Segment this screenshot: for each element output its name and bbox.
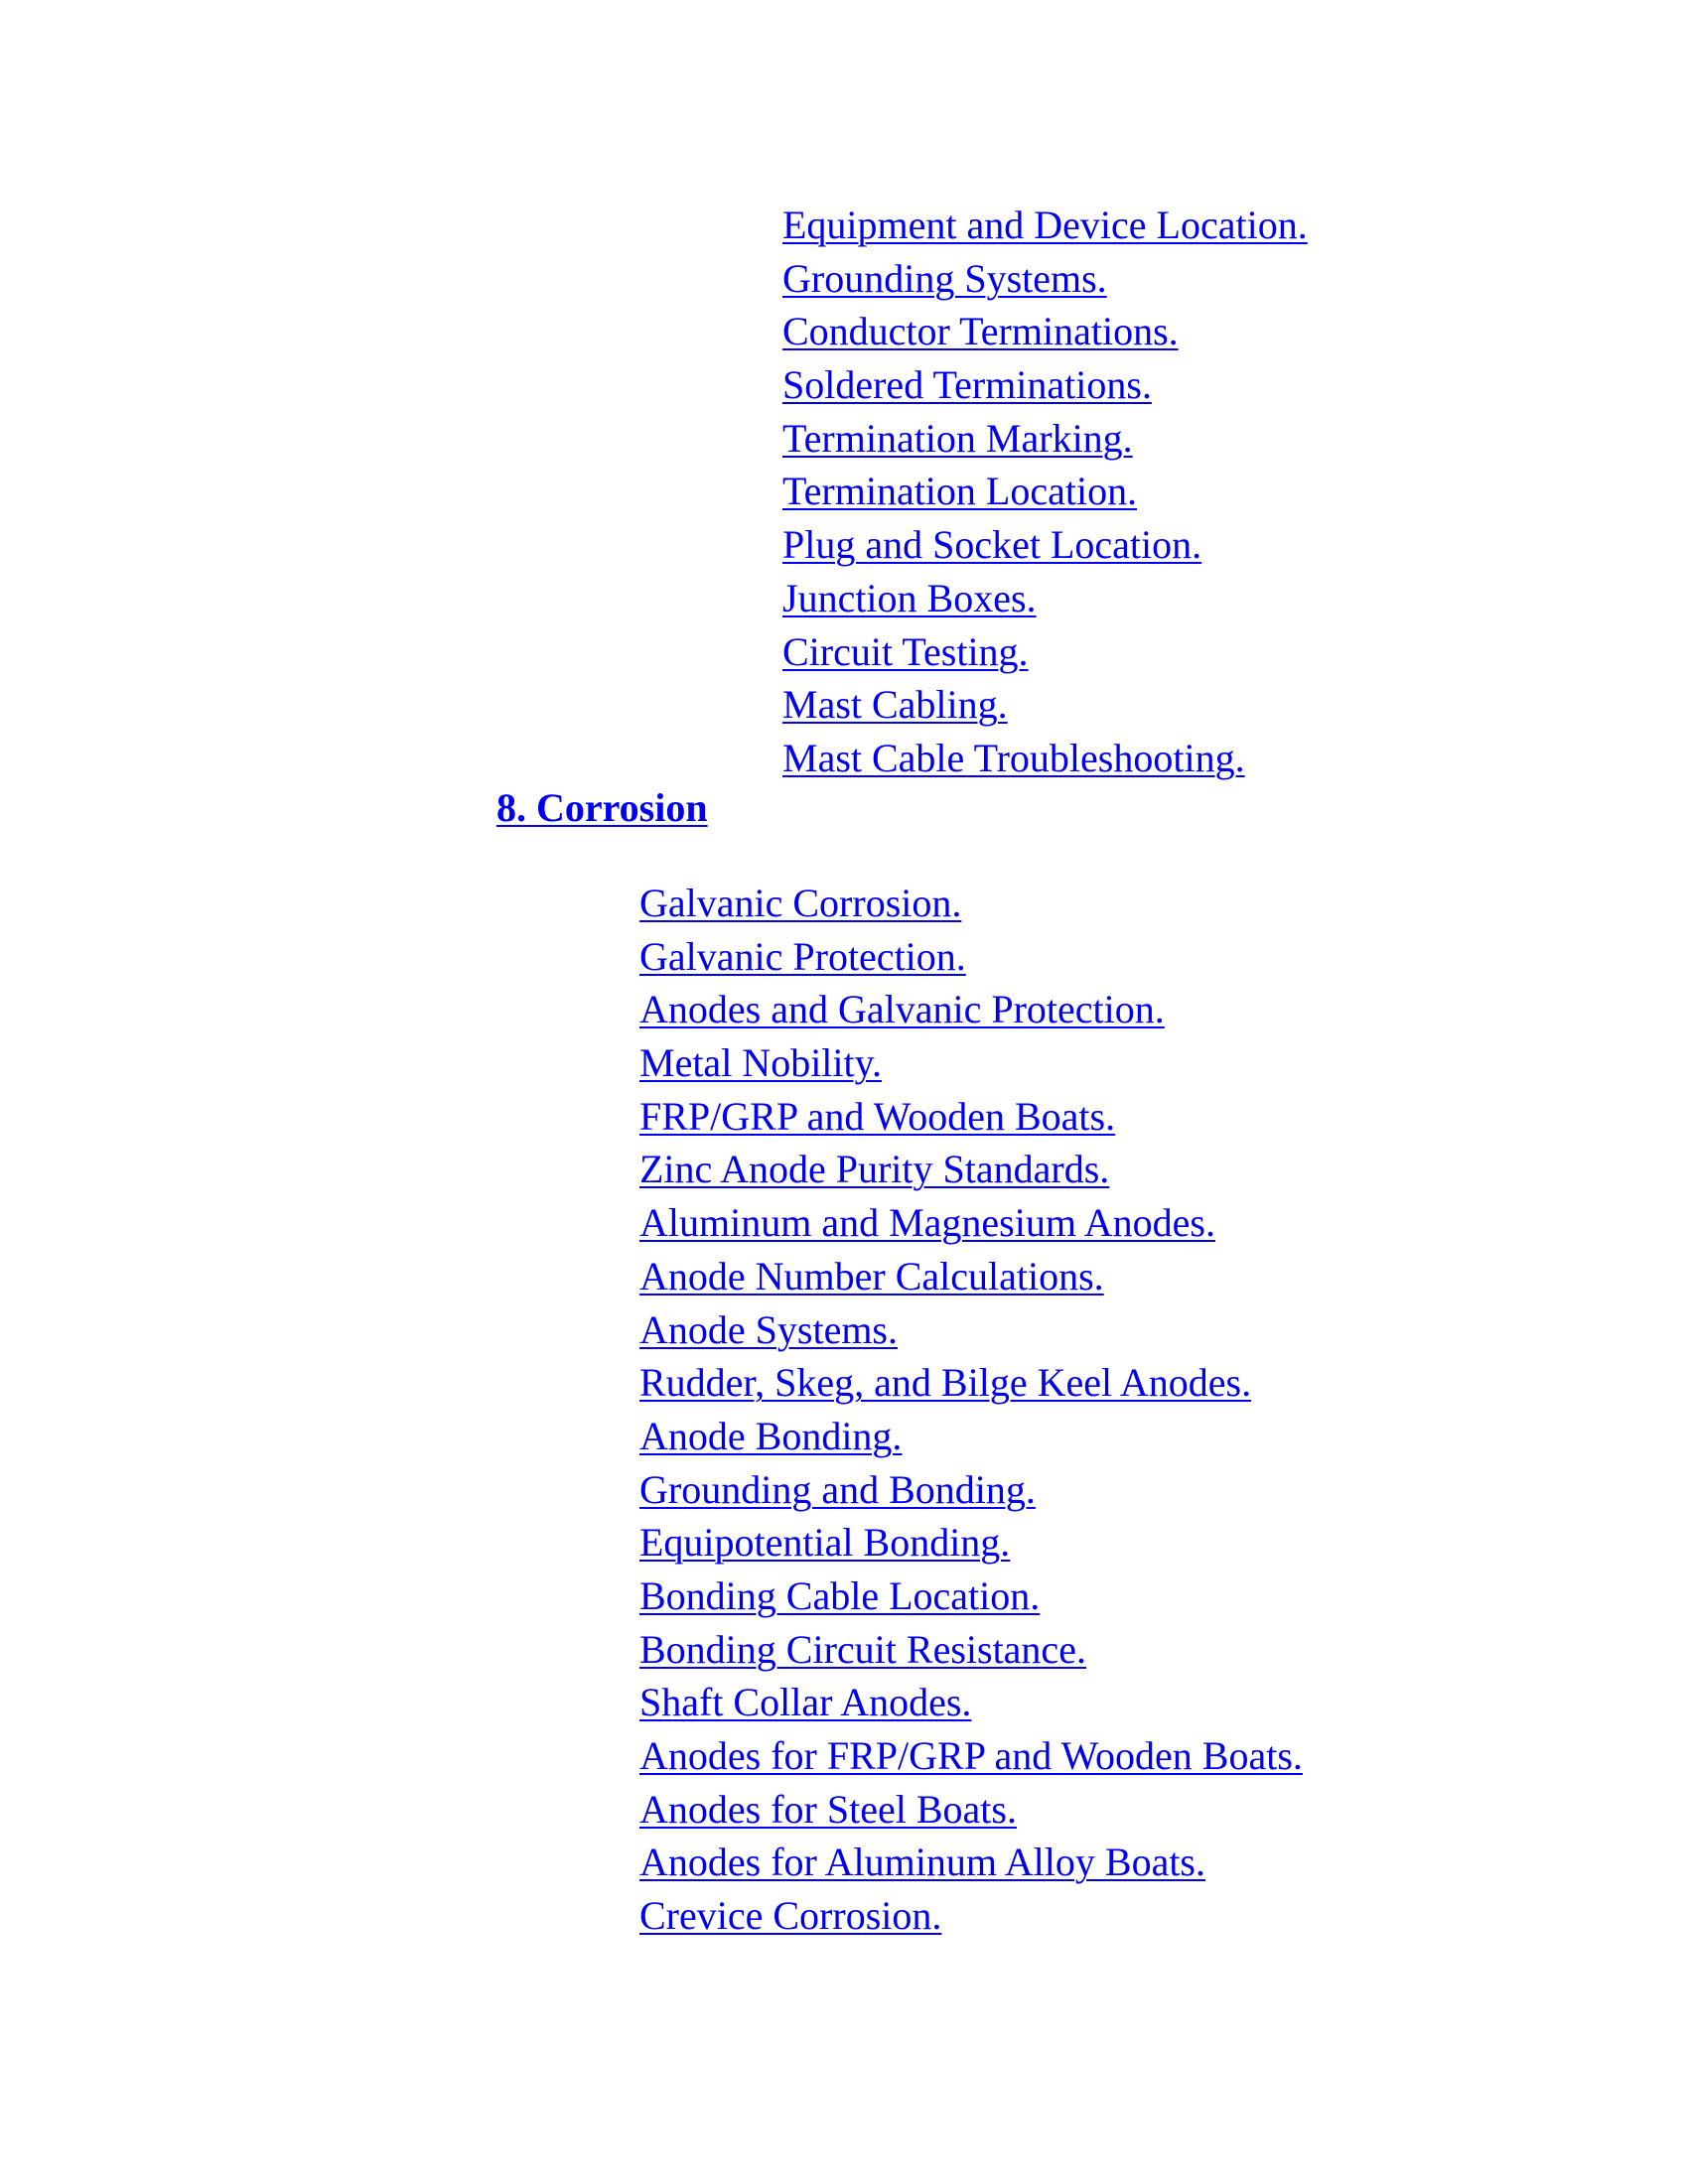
toc-link[interactable]: Aluminum and Magnesium Anodes. bbox=[639, 1200, 1215, 1246]
toc-link[interactable]: Equipotential Bonding. bbox=[639, 1520, 1011, 1566]
toc-link[interactable]: Anodes for Aluminum Alloy Boats. bbox=[639, 1840, 1205, 1885]
toc-link[interactable]: Plug and Socket Location. bbox=[782, 522, 1202, 568]
toc-link[interactable]: Mast Cabling. bbox=[782, 682, 1008, 728]
list-item bbox=[639, 1303, 1303, 1357]
toc-link[interactable]: Metal Nobility. bbox=[639, 1040, 883, 1086]
toc-link[interactable]: Termination Location. bbox=[782, 469, 1138, 514]
list-item bbox=[639, 1463, 1303, 1517]
list-item bbox=[639, 1516, 1303, 1570]
list-item bbox=[782, 465, 1308, 518]
list-item bbox=[782, 252, 1308, 306]
toc-link[interactable]: Rudder, Skeg, and Bilge Keel Anodes. bbox=[639, 1360, 1252, 1406]
list-item bbox=[782, 199, 1308, 252]
list-item bbox=[639, 1250, 1303, 1303]
list-item bbox=[639, 1836, 1303, 1889]
toc-link[interactable]: Bonding Cable Location. bbox=[639, 1572, 1041, 1618]
toc-link[interactable]: Anodes and Galvanic Protection. bbox=[639, 987, 1165, 1032]
toc-link[interactable]: Anodes for Steel Boats. bbox=[639, 1786, 1017, 1832]
list-item bbox=[639, 877, 1303, 930]
list-item bbox=[639, 1889, 1303, 1943]
toc-link[interactable]: Equipment and Device Location. bbox=[782, 203, 1308, 247]
toc-link[interactable]: Bonding Circuit Resistance. bbox=[639, 1626, 1086, 1672]
section-heading-link[interactable]: 8. Corrosion bbox=[496, 785, 708, 830]
toc-link[interactable]: Galvanic Protection. bbox=[639, 933, 966, 979]
toc-link[interactable]: Conductor Terminations. bbox=[782, 309, 1179, 354]
list-item bbox=[639, 1196, 1303, 1250]
list-item bbox=[639, 1090, 1303, 1144]
list-item bbox=[639, 1623, 1303, 1677]
toc-link[interactable]: Circuit Testing. bbox=[782, 628, 1029, 674]
list-item bbox=[782, 625, 1308, 679]
previous-section-entry-list bbox=[782, 199, 1308, 785]
list-item bbox=[782, 572, 1308, 625]
list-item bbox=[639, 983, 1303, 1036]
toc-link[interactable]: Soldered Terminations. bbox=[782, 362, 1152, 408]
toc-link[interactable]: Crevice Corrosion. bbox=[639, 1893, 942, 1939]
toc-link[interactable]: Zinc Anode Purity Standards. bbox=[639, 1147, 1110, 1192]
list-item bbox=[639, 1729, 1303, 1783]
list-item bbox=[782, 678, 1308, 732]
toc-link[interactable]: FRP/GRP and Wooden Boats. bbox=[639, 1093, 1116, 1139]
toc-link[interactable]: Anode Systems. bbox=[639, 1306, 898, 1352]
list-item bbox=[639, 1356, 1303, 1410]
list-item bbox=[782, 732, 1308, 785]
toc-link[interactable]: Grounding and Bonding. bbox=[639, 1466, 1036, 1512]
list-item bbox=[639, 930, 1303, 984]
section-heading bbox=[496, 781, 708, 835]
toc-link[interactable]: Junction Boxes. bbox=[782, 575, 1037, 620]
toc-link[interactable]: Anode Number Calculations. bbox=[639, 1253, 1104, 1298]
list-item bbox=[639, 1143, 1303, 1196]
list-item bbox=[782, 305, 1308, 358]
list-item bbox=[639, 1570, 1303, 1623]
toc-link[interactable]: Mast Cable Troubleshooting. bbox=[782, 735, 1245, 780]
list-item bbox=[639, 1036, 1303, 1090]
list-item bbox=[782, 412, 1308, 466]
list-item bbox=[782, 518, 1308, 572]
list-item bbox=[639, 1676, 1303, 1729]
toc-link[interactable]: Grounding Systems. bbox=[782, 255, 1107, 301]
corrosion-entry-list bbox=[639, 877, 1303, 1943]
toc-link[interactable]: Termination Marking. bbox=[782, 415, 1133, 461]
list-item bbox=[639, 1783, 1303, 1837]
toc-link[interactable]: Anodes for FRP/GRP and Wooden Boats. bbox=[639, 1733, 1303, 1778]
toc-link[interactable]: Anode Bonding. bbox=[639, 1413, 903, 1458]
list-item bbox=[782, 358, 1308, 412]
list-item bbox=[639, 1410, 1303, 1463]
toc-link[interactable]: Galvanic Corrosion. bbox=[639, 881, 962, 925]
toc-link[interactable]: Shaft Collar Anodes. bbox=[639, 1680, 972, 1725]
